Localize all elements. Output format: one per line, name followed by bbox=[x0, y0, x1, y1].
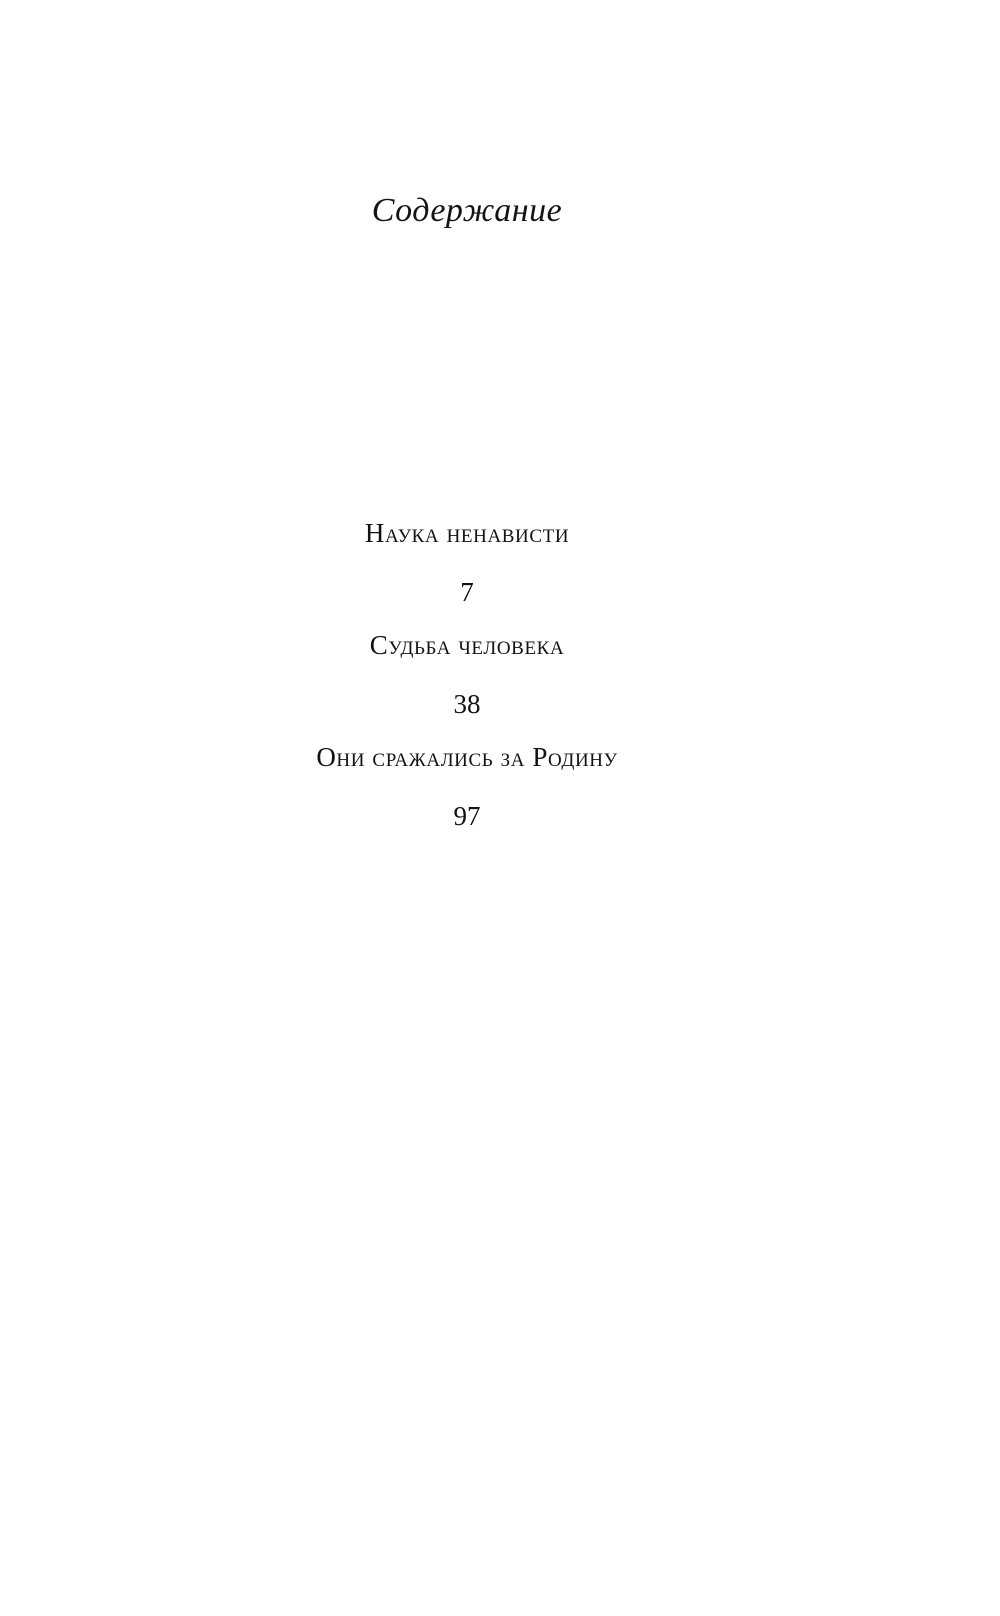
toc-entry-title: Они сражались за Родину bbox=[316, 742, 618, 772]
page-title bbox=[0, 192, 1000, 230]
page-title-text: Содержание bbox=[371, 192, 563, 229]
toc-entry-page-number: 7 bbox=[460, 577, 474, 607]
spacer bbox=[0, 547, 1000, 579]
list-item[interactable] bbox=[0, 744, 1000, 830]
spacer bbox=[0, 718, 1000, 744]
toc-entry-page-number: 97 bbox=[453, 801, 481, 831]
table-of-contents-list bbox=[0, 520, 1000, 830]
spacer bbox=[0, 659, 1000, 691]
toc-entry-title: Судьба человека bbox=[369, 630, 565, 660]
spacer bbox=[0, 606, 1000, 632]
toc-entry-title: Наука ненависти bbox=[364, 518, 570, 548]
list-item[interactable] bbox=[0, 632, 1000, 718]
spacer bbox=[0, 771, 1000, 803]
list-item[interactable] bbox=[0, 520, 1000, 606]
toc-entry-page-number: 38 bbox=[453, 689, 481, 719]
